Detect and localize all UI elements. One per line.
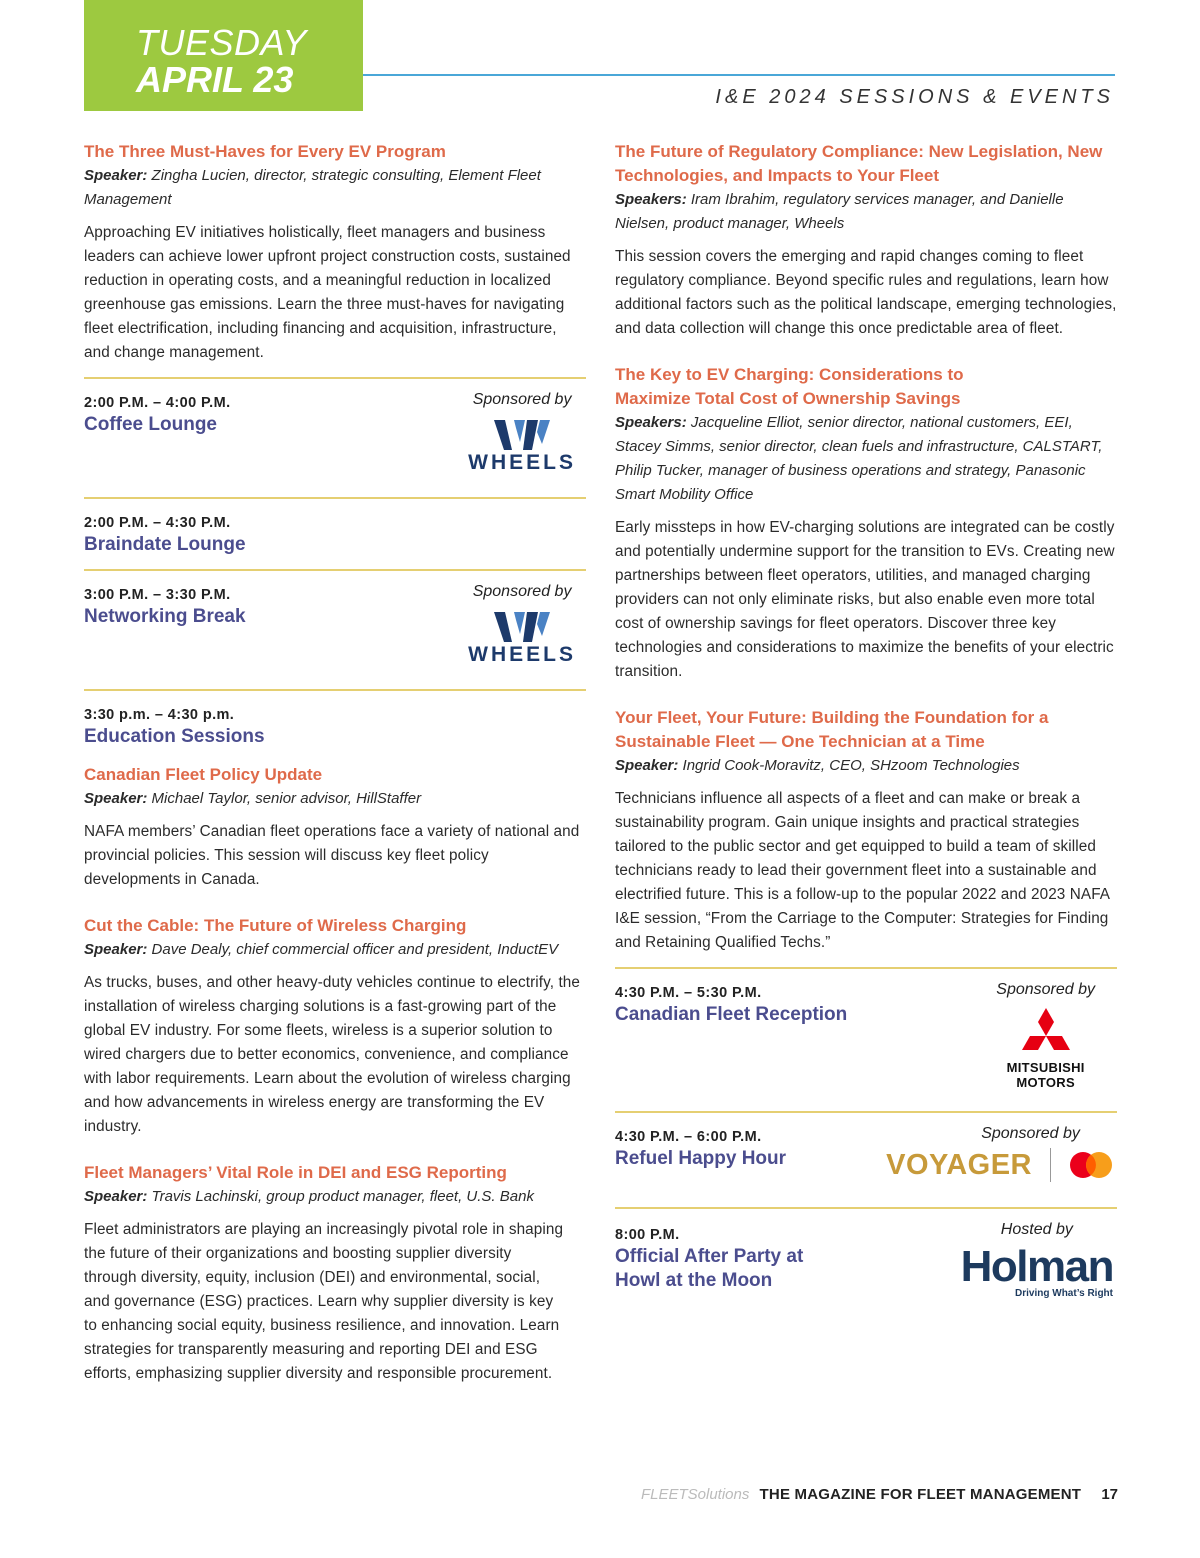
page-number: 17 bbox=[1101, 1486, 1118, 1503]
sponsor-name: WHEELS bbox=[468, 451, 576, 474]
session-description: Technicians influence all aspects of a fleet and can make or break a sustainability program. Gain unique insights and practical strategies tailored to the public sector and get equipped to build a team of skilled technicians ready to lead their government fleet into a sustainable and electrified future. This is a follow-up to the popular 2022 and 2023 NAFA I&E session, “From the Carriage to the Computer: Strategies for Finding and Retaining Qualified Techs.” bbox=[615, 790, 1110, 951]
session-speaker: Speaker: Zingha Lucien, director, strategic consulting, Element Fleet Management bbox=[84, 167, 541, 208]
date-banner bbox=[84, 0, 363, 111]
session-title: The Three Must-Haves for Every EV Program bbox=[84, 142, 446, 161]
session-description: NAFA members’ Canadian fleet operations face a variety of national and provincial policies. This session will discuss key fleet policy developments in Canada. bbox=[84, 823, 580, 888]
event-title: Official After Party at bbox=[615, 1246, 804, 1267]
event-coffee-lounge bbox=[84, 379, 586, 497]
session-description: Early missteps in how EV-charging solutions are integrated can be costly and potentially undermine support for the transition to EVs. Creating new partnerships between fleet operators, utilities, and managed charging providers can not only eliminate risks, but also enable even more total cost of ownership savings for fleet operators. Discover three key technologies and considerations to maximize the benefits of your electric transition. bbox=[615, 519, 1115, 680]
event-title: Coffee Lounge bbox=[84, 414, 217, 435]
sponsor-label: Sponsored by bbox=[996, 981, 1095, 998]
sponsor-tagline: Driving What’s Right bbox=[1015, 1288, 1113, 1299]
header-rule bbox=[363, 74, 1115, 76]
session-wireless-charging bbox=[84, 914, 586, 1139]
session-description: As trucks, buses, and other heavy-duty vehicles continue to electrify, the installation of wireless charging solutions is a fast-growing part of the global EV industry. For some fleets, wireless is a superior solution to wired chargers due to better economics, convenience, and compliance with labor requirements. Learn about the evolution of wireless charging and how advancements in wireless energy are transforming the EV industry. bbox=[84, 974, 581, 1135]
sponsor-name: VOYAGER bbox=[886, 1149, 1032, 1181]
page-footer bbox=[641, 1485, 1118, 1505]
sponsor-block bbox=[961, 1220, 1113, 1300]
mastercard-icon bbox=[1067, 1150, 1115, 1180]
session-title: The Future of Regulatory Compliance: New Legislation, New Technologies, and Impacts to Your Fleet bbox=[615, 142, 1103, 185]
date-date: APRIL 23 bbox=[136, 59, 294, 100]
session-speaker: Speaker: Ingrid Cook-Moravitz, CEO, SHzoom Technologies bbox=[615, 757, 1020, 774]
sponsor-block bbox=[468, 582, 576, 666]
wheels-logo-icon bbox=[492, 610, 552, 644]
sponsor-block bbox=[468, 390, 576, 474]
sponsor-label: Sponsored by bbox=[472, 583, 572, 600]
left-column bbox=[84, 140, 586, 1408]
event-title-line2: Howl at the Moon bbox=[615, 1270, 773, 1291]
event-time: 4:30 P.M. – 6:00 P.M. bbox=[615, 1129, 762, 1145]
event-title: Networking Break bbox=[84, 606, 246, 627]
event-time: 8:00 P.M. bbox=[615, 1227, 680, 1243]
session-description: Approaching EV initiatives holistically, fleet managers and business leaders can achieve lower upfront project construction costs, sustained reduction in operating costs, and a meaningful reduction in localized greenhouse gas emissions. Learn the three must-haves for navigating fleet electrification, including financing and acquisition, infrastructure, and change management. bbox=[84, 224, 571, 361]
session-speaker: Speaker: Travis Lachinski, group product manager, fleet, U.S. Bank bbox=[84, 1188, 534, 1205]
sponsor-name: WHEELS bbox=[468, 643, 576, 666]
event-title: Braindate Lounge bbox=[84, 534, 246, 555]
sponsor-name-line2: MOTORS bbox=[1016, 1075, 1075, 1090]
page-title: I&E 2024 SESSIONS & EVENTS bbox=[715, 86, 1114, 108]
session-ev-charging-tco bbox=[615, 363, 1117, 684]
event-title: Education Sessions bbox=[84, 726, 265, 747]
date-day: TUESDAY bbox=[136, 22, 307, 63]
session-sustainable-fleet bbox=[615, 706, 1117, 955]
session-description: This session covers the emerging and rapid changes coming to fleet regulatory compliance. Beyond specific rules and regulations, learn how additional factors such as the political landscape, emerging technologies, and data collection will change this once predictable area of fleet. bbox=[615, 248, 1117, 337]
session-title: The Key to EV Charging: Considerations to Maximize Total Cost of Ownership Savings bbox=[615, 365, 964, 408]
sponsor-block bbox=[996, 980, 1095, 1090]
session-title: Canadian Fleet Policy Update bbox=[84, 765, 323, 784]
session-ev-must-haves bbox=[84, 140, 586, 365]
session-speaker: Speaker: Michael Taylor, senior advisor, HillStaffer bbox=[84, 790, 422, 807]
wheels-logo-icon bbox=[492, 418, 552, 452]
session-title: Cut the Cable: The Future of Wireless Charging bbox=[84, 916, 467, 935]
session-regulatory-compliance bbox=[615, 140, 1117, 341]
logo-separator bbox=[1050, 1148, 1051, 1182]
session-speaker: Speakers: Iram Ibrahim, regulatory services manager, and Danielle Nielsen, product manager, Wheels bbox=[615, 191, 1064, 232]
event-title: Refuel Happy Hour bbox=[615, 1148, 787, 1169]
event-networking-break bbox=[84, 571, 586, 689]
event-time: 3:00 P.M. – 3:30 P.M. bbox=[84, 587, 231, 603]
session-title: Fleet Managers’ Vital Role in DEI and ESG Reporting bbox=[84, 1163, 507, 1182]
sponsor-name: MITSUBISHI bbox=[1006, 1060, 1085, 1075]
event-time: 4:30 P.M. – 5:30 P.M. bbox=[615, 985, 762, 1001]
sponsor-block bbox=[886, 1124, 1115, 1182]
session-description: Fleet administrators are playing an increasingly pivotal role in shaping the future of their organizations and boosting supplier diversity through diversity, equity, inclusion (DEI) and environmental, social, and governance (ESG) practices. Learn why supplier diversity is key to enhancing social equity, business resilience, and innovation. Learn strategies for transparently measuring and reporting DEI and ESG efforts, emphasizing supplier diversity and responsible procurement. bbox=[84, 1221, 564, 1382]
footer-magazine: THE MAGAZINE FOR FLEET MANAGEMENT bbox=[759, 1486, 1082, 1503]
session-canadian-policy bbox=[84, 763, 586, 892]
right-column bbox=[615, 140, 1117, 1299]
mitsubishi-logo-icon bbox=[1018, 1008, 1074, 1058]
event-education-sessions bbox=[84, 691, 586, 763]
event-after-party bbox=[615, 1209, 1117, 1299]
event-canadian-reception bbox=[615, 969, 1117, 1111]
event-time: 3:30 p.m. – 4:30 p.m. bbox=[84, 707, 235, 723]
session-speaker: Speakers: Jacqueline Elliot, senior director, national customers, EEI, Stacey Simms, senior director, clean fuels and infrastructure, CALSTART, Philip Tucker, manager of business operations and strategy, Panasonic Smart Mobility Office bbox=[615, 414, 1103, 503]
session-title: Your Fleet, Your Future: Building the Foundation for a Sustainable Fleet — One Technician at a Time bbox=[615, 708, 1049, 751]
event-braindate-lounge bbox=[84, 499, 586, 569]
event-refuel-happy-hour bbox=[615, 1113, 1117, 1207]
footer-brand: FLEETSolutions bbox=[640, 1486, 750, 1503]
sponsor-logos bbox=[886, 1148, 1115, 1182]
sponsor-label: Sponsored by bbox=[981, 1125, 1080, 1142]
session-speaker: Speaker: Dave Dealy, chief commercial officer and president, InductEV bbox=[84, 941, 559, 958]
sponsor-name: Holman bbox=[960, 1242, 1113, 1291]
event-time: 2:00 P.M. – 4:30 P.M. bbox=[84, 515, 231, 531]
event-title: Canadian Fleet Reception bbox=[615, 1004, 848, 1025]
sponsor-label: Sponsored by bbox=[472, 391, 572, 408]
session-dei-esg bbox=[84, 1161, 586, 1386]
event-time: 2:00 P.M. – 4:00 P.M. bbox=[84, 395, 231, 411]
sponsor-label: Hosted by bbox=[1000, 1221, 1073, 1238]
